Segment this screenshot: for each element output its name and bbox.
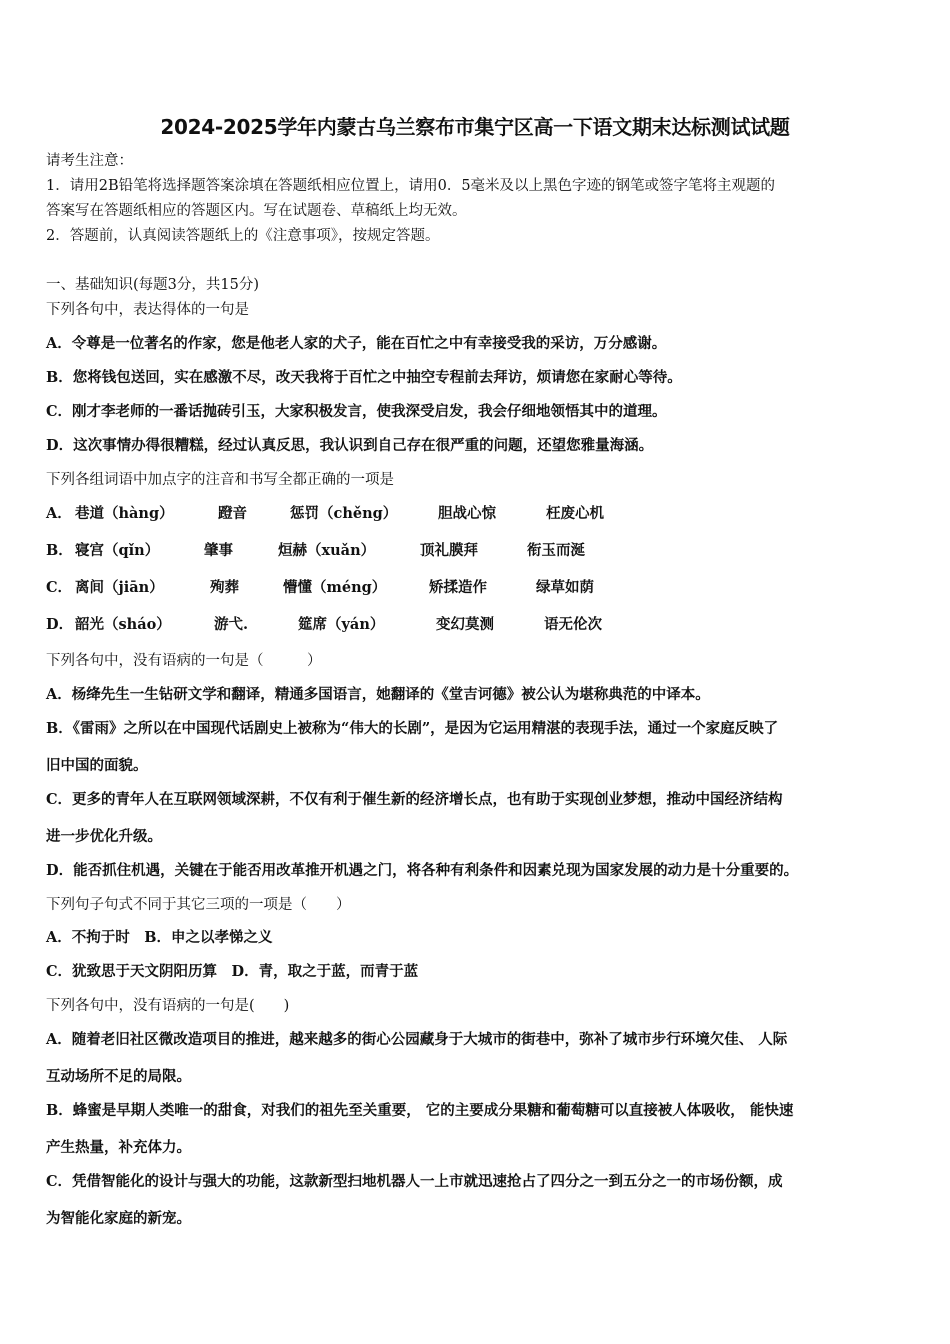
option-word: 蹬音 bbox=[218, 505, 247, 522]
question-4-stem: 下列句子句式不同于其它三项的一项是（ ） bbox=[46, 897, 351, 913]
option-word: 绿草如荫 bbox=[536, 579, 594, 596]
option-word: 矫揉造作 bbox=[429, 579, 487, 596]
question-1-stem: 下列各句中，表达得体的一句是 bbox=[46, 302, 249, 318]
question-3-option-b-line-2: 旧中国的面貌。 bbox=[46, 757, 148, 774]
option-word: 衔玉而涎 bbox=[527, 542, 585, 559]
notice-item-1-line-2: 答案写在答题纸相应的答题区内。写在试题卷、草稿纸上均无效。 bbox=[46, 203, 467, 219]
option-word: 游弋. bbox=[214, 616, 249, 633]
question-3-stem: 下列各句中，没有语病的一句是（ ） bbox=[46, 653, 322, 669]
option-letter: B． bbox=[46, 542, 73, 559]
notice-item-1-line-1: 1．请用2B铅笔将选择题答案涂填在答题纸相应位置上，请用0．5毫米及以上黑色字迹的钢笔或签字笔将主观题的 bbox=[46, 178, 776, 194]
option-word: 殉葬 bbox=[210, 579, 239, 596]
question-5-option-c-line-2: 为智能化家庭的新宠。 bbox=[46, 1210, 191, 1227]
question-3-option-b-line-1: B．《雷雨》之所以在中国现代话剧史上被称为“伟大的长剧”，是因为它运用精湛的表现手法，通过一个家庭反映了 bbox=[46, 720, 779, 737]
question-5-option-a-line-1: A．随着老旧社区微改造项目的推进，越来越多的街心公园藏身于大城市的街巷中，弥补了城市步行环境欠佳、 人际 bbox=[46, 1031, 788, 1048]
option-word: 惩罚（chěng） bbox=[290, 505, 398, 522]
option-letter: D． bbox=[46, 616, 74, 633]
question-5-option-b-line-2: 产生热量，补充体力。 bbox=[46, 1139, 191, 1156]
section-heading: 一、基础知识(每题3分，共15分) bbox=[46, 277, 259, 293]
option-word: 懵懂（méng） bbox=[283, 579, 387, 596]
question-1-option-d: D．这次事情办得很糟糕，经过认真反思，我认识到自己存在很严重的问题，还望您雅量海涵。 bbox=[46, 437, 654, 454]
option-word: 烜赫（xuǎn） bbox=[278, 542, 376, 559]
option-word: 肇事 bbox=[204, 542, 233, 559]
option-word: 顶礼膜拜 bbox=[420, 542, 478, 559]
question-3-option-c-line-2: 进一步优化升级。 bbox=[46, 828, 162, 845]
question-2-stem: 下列各组词语中加点字的注音和书写全都正确的一项是 bbox=[46, 472, 394, 488]
question-5-stem: 下列各句中，没有语病的一句是( ) bbox=[46, 998, 290, 1014]
question-1-option-b: B．您将钱包送回，实在感激不尽，改天我将于百忙之中抽空专程前去拜访，烦请您在家耐心等待。 bbox=[46, 369, 682, 386]
question-5-option-b-line-1: B．蜂蜜是早期人类唯一的甜食，对我们的祖先至关重要， 它的主要成分果糖和葡萄糖可以直接被人体吸收， 能快速 bbox=[46, 1102, 794, 1119]
question-1-option-a: A．令尊是一位著名的作家，您是他老人家的犬子，能在百忙之中有幸接受我的采访，万分感谢。 bbox=[46, 335, 667, 352]
question-4-options-ab: A．不拘于时 B．申之以孝悌之义 bbox=[46, 929, 273, 946]
option-word: 变幻莫测 bbox=[436, 616, 494, 633]
question-3-option-c-line-1: C．更多的青年人在互联网领域深耕，不仅有利于催生新的经济增长点，也有助于实现创业梦想，推动中国经济结构 bbox=[46, 791, 783, 808]
option-word: 寝宫（qǐn） bbox=[75, 542, 160, 559]
question-3-option-d: D．能否抓住机遇，关键在于能否用改革推开机遇之门，将各种有利条件和因素兑现为国家发展的动力是十分重要的。 bbox=[46, 862, 799, 879]
page-title: 2024-2025学年内蒙古乌兰察布市集宁区高一下语文期末达标测试试题 bbox=[160, 115, 790, 139]
option-letter: C． bbox=[46, 579, 73, 596]
notice-heading: 请考生注意： bbox=[46, 153, 133, 169]
option-word: 筵席（yán） bbox=[298, 616, 385, 633]
notice-item-2: 2．答题前，认真阅读答题纸上的《注意事项》，按规定答题。 bbox=[46, 228, 440, 244]
option-letter: A． bbox=[46, 505, 72, 522]
question-1-option-c: C．刚才李老师的一番话抛砖引玉，大家积极发言，使我深受启发，我会仔细地领悟其中的道理。 bbox=[46, 403, 667, 420]
question-5-option-a-line-2: 互动场所不足的局限。 bbox=[46, 1068, 191, 1085]
option-word: 语无伦次 bbox=[544, 616, 602, 633]
question-5-option-c-line-1: C．凭借智能化的设计与强大的功能，这款新型扫地机器人一上市就迅速抢占了四分之一到五分之一的市场份额，成 bbox=[46, 1173, 783, 1190]
option-word: 枉废心机 bbox=[546, 505, 604, 522]
question-4-options-cd: C．犹致思于天文阴阳历算 D．青，取之于蓝，而青于蓝 bbox=[46, 963, 419, 980]
question-3-option-a: A．杨绛先生一生钻研文学和翻译，精通多国语言，她翻译的《堂吉诃德》被公认为堪称典范的中译本。 bbox=[46, 686, 710, 703]
option-word: 离间（jiān） bbox=[75, 579, 164, 596]
option-word: 巷道（hàng） bbox=[75, 505, 174, 522]
option-word: 胆战心惊 bbox=[438, 505, 496, 522]
option-word: 韶光（sháo） bbox=[75, 616, 171, 633]
